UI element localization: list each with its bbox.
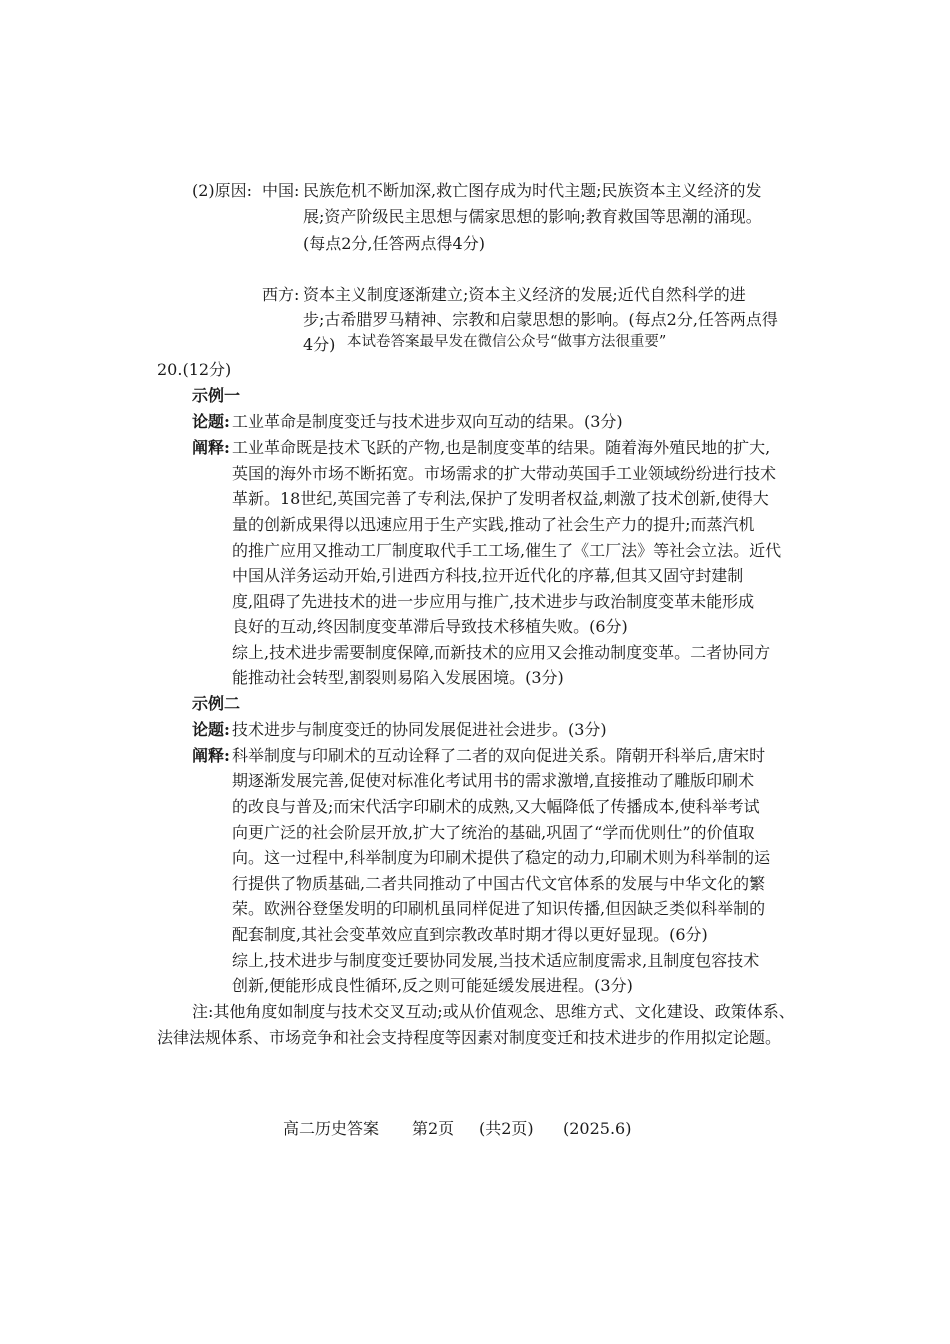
example2-explain-line-3: 的改良与普及;而宋代活字印刷术的成熟,又大幅降低了传播成本,使科举考试 (232, 797, 760, 816)
example1-explain-line-4: 量的创新成果得以迅速应用于生产实践,推动了社会生产力的提升;而蒸汽机 (232, 515, 755, 534)
example1-explain-label: 阐释: (192, 438, 230, 457)
example1-explain-line-5: 的推广应用又推动工厂制度取代手工工场,催生了《工厂法》等社会立法。近代 (232, 541, 782, 560)
example2-explain-line-2: 期逐渐发展完善,促使对标准化考试用书的需求激增,直接推动了雕版印刷术 (232, 771, 755, 790)
example2-explain-line-6: 行提供了物质基础,二者共同推动了中国古代文官体系的发展与中华文化的繁 (232, 874, 766, 893)
example1-explain-line-8: 良好的互动,终因制度变革滞后导致技术移植失败。(6分) (232, 617, 628, 636)
example2-explain-line-4: 向更广泛的社会阶层开放,扩大了统治的基础,巩固了“学而优则仕”的价值取 (232, 823, 755, 842)
example1-title: 示例一 (192, 386, 241, 405)
example1-explain-line-3: 革新。18世纪,英国完善了专利法,保护了发明者权益,刺激了技术创新,使得大 (232, 489, 769, 508)
example2-explain-label: 阐释: (192, 746, 230, 765)
example2-thesis: 技术进步与制度变迁的协同发展促进社会进步。(3分) (232, 720, 607, 739)
example2-thesis-label: 论题: (192, 720, 230, 739)
note-line-1: 注:其他角度如制度与技术交叉互动;或从价值观念、思维方式、文化建设、政策体系、 (192, 1002, 795, 1021)
example1-explain-line-6: 中国从洋务运动开始,引进西方科技,拉开近代化的序幕,但其又固守封建制 (232, 566, 744, 585)
footer-date: (2025.6) (563, 1119, 632, 1138)
example2-explain-line-8: 配套制度,其社会变革效应直到宗教改革时期才得以更好显现。(6分) (232, 925, 708, 944)
q20-header: 20.(12分) (157, 360, 232, 379)
example2-summary-line-2: 创新,便能形成良性循环,反之则可能延缓发展进程。(3分) (232, 976, 633, 995)
example1-summary-line-2: 能推动社会转型,割裂则易陷入发展困境。(3分) (232, 668, 564, 687)
example2-title: 示例二 (192, 694, 241, 713)
china-line-2: 展;资产阶级民主思想与儒家思想的影响;教育救国等思潮的涌现。 (303, 207, 762, 226)
example1-explain-line-2: 英国的海外市场不断拓宽。市场需求的扩大带动英国手工业领域纷纷进行技术 (232, 464, 777, 483)
china-line-1: 民族危机不断加深,救亡图存成为时代主题;民族资本主义经济的发 (303, 181, 762, 200)
west-label: 西方: (262, 285, 300, 304)
example2-explain-line-5: 向。这一过程中,科举制度为印刷术提供了稳定的动力,印刷术则为科举制的运 (232, 848, 771, 867)
watermark-note: 本试卷答案最早发在微信公众号“做事方法很重要” (347, 334, 667, 350)
example2-summary-line-1: 综上,技术进步与制度变迁要协同发展,当技术适应制度需求,且制度包容技术 (232, 951, 760, 970)
example1-thesis-label: 论题: (192, 412, 230, 431)
west-line-1: 资本主义制度逐渐建立;资本主义经济的发展;近代自然科学的进 (303, 285, 746, 304)
q19-part2-label: (2)原因: (192, 181, 253, 200)
example1-explain-line-1: 工业革命既是技术飞跃的产物,也是制度变革的结果。随着海外殖民地的扩大, (232, 438, 771, 457)
note-line-2: 法律法规体系、市场竞争和社会支持程度等因素对制度变迁和技术进步的作用拟定论题。 (157, 1028, 782, 1047)
china-line-3: (每点2分,任答两点得4分) (303, 234, 485, 253)
footer-page: 第2页 (412, 1119, 455, 1138)
example2-explain-line-7: 荣。欧洲谷登堡发明的印刷机虽同样促进了知识传播,但因缺乏类似科举制的 (232, 899, 766, 918)
example1-thesis: 工业革命是制度变迁与技术进步双向互动的结果。(3分) (232, 412, 623, 431)
china-label: 中国: (262, 181, 300, 200)
west-line-3: 4分) (303, 335, 336, 354)
example1-summary-line-1: 综上,技术进步需要制度保障,而新技术的应用又会推动制度变革。二者协同方 (232, 643, 771, 662)
footer-total: (共2页) (479, 1119, 534, 1138)
example2-explain-line-1: 科举制度与印刷术的互动诠释了二者的双向促进关系。隋朝开科举后,唐宋时 (232, 746, 766, 765)
example1-explain-line-7: 度,阻碍了先进技术的进一步应用与推广,技术进步与政治制度变革未能形成 (232, 592, 755, 611)
west-line-2: 步;古希腊罗马精神、宗教和启蒙思想的影响。(每点2分,任答两点得 (303, 310, 778, 329)
footer-subject: 高二历史答案 (283, 1119, 380, 1138)
